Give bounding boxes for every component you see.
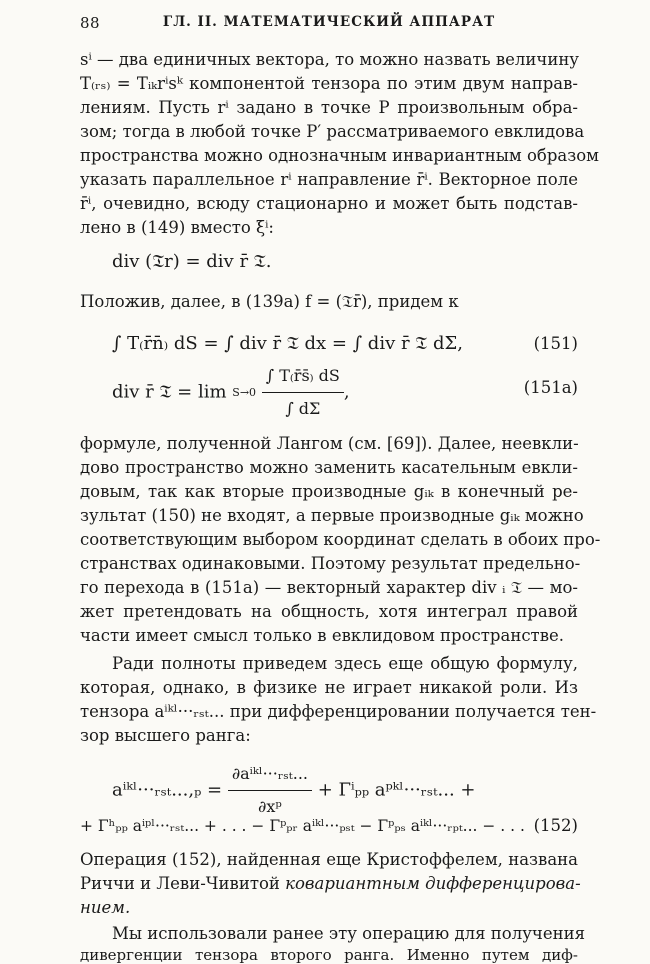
text-line: Операция (152), найденная еще Кристоффелем, названа xyxy=(80,850,578,869)
text-line: дово пространство можно заменить касательным евкли- xyxy=(80,458,578,477)
text-line: указать параллельное rⁱ направление r̄ⁱ. Векторное поле xyxy=(80,170,578,189)
equation-number-151: (151) xyxy=(533,334,578,353)
equation-151a-left: div r̄ 𝔗 = lim xyxy=(112,381,227,403)
fraction-numerator: ∫ T₍r̄s̄₎ dS xyxy=(262,362,344,393)
equation-151a-fraction xyxy=(262,362,344,423)
italic-term: ковариантным дифференцирова- xyxy=(285,874,581,893)
text-line: тензора aⁱᵏˡ···ᵣₛₜ... при дифференцировании получается тен- xyxy=(80,702,597,721)
fraction-denominator: ∫ dΣ xyxy=(285,399,321,418)
text-line: пространства можно однозначным инвариантным образом xyxy=(80,146,599,165)
running-title: ГЛ. II. МАТЕМАТИЧЕСКИЙ АППАРАТ xyxy=(162,14,496,30)
text-line: лениям. Пусть rⁱ задано в точке P произвольным обра- xyxy=(80,98,578,117)
text-line: T₍ᵣₛ₎ = Tᵢₖrⁱsᵏ компонентой тензора по этим двум направ- xyxy=(80,74,578,93)
equation-151a: div r̄ 𝔗 = lim S→0 $\frac{\int T_(r̄s̄_) dS}{\int d\Sigma}$ , xyxy=(112,362,350,423)
page-number: 88 xyxy=(80,14,101,32)
text-line: Мы использовали ранее эту операцию для получения xyxy=(112,924,585,943)
equation-152-line2: + Γʰₚₚ aⁱᵖˡ···ᵣₛₜ... + . . . − Γᵖₚᵣ aⁱᵏˡ···ₚₛₜ − Γᵖₚₛ aⁱᵏˡ···ᵣₚₜ... − . . . xyxy=(80,817,525,835)
text-line: Ради полноты приведем здесь еще общую формулу, xyxy=(112,654,578,673)
equation-152-fraction: $\frac{\text{∂aⁱᵏˡ···ᵣₛₜ...}}{\text{∂xᵖ}}$ xyxy=(228,760,312,821)
text-line: зом; тогда в любой точке P′ рассматриваемого евклидова xyxy=(80,122,585,141)
text-line: части имеет смысл только в евклидовом пространстве. xyxy=(80,626,564,645)
text-line: дивергенции тензора второго ранга. Именно путем диф- xyxy=(80,946,578,964)
text-line: зор высшего ранга: xyxy=(80,726,251,745)
equation-number-151a: (151а) xyxy=(523,378,578,397)
equation-152-line1: aⁱᵏˡ···ᵣₛₜ...,ₚ = $\frac{\text{∂aⁱᵏˡ···ᵣₛₜ...}}{\text{∂xᵖ}}$ + Γⁱₚₚ aᵖᵏˡ···ᵣₛₜ... + xyxy=(112,760,476,821)
limit-subscript: S→0 xyxy=(232,385,257,399)
text-line: Положив, далее, в (139а) f = (𝔗r̄), придем к xyxy=(80,292,459,311)
text-line: довым, так как вторые производные gᵢₖ в конечный ре- xyxy=(80,482,578,501)
equation-number-152: (152) xyxy=(533,816,578,835)
equation-151: ∫ T₍r̄n̄₎ dS = ∫ div r̄ 𝔗 dx = ∫ div r̄ 𝔗 dΣ, xyxy=(112,333,463,354)
text-line: sⁱ — два единичных вектора, то можно назвать величину xyxy=(80,50,580,69)
page-header xyxy=(80,14,578,38)
equation-div: div (𝔗r) = div r̄ 𝔗. xyxy=(112,251,272,272)
text-line: формуле, полученной Лангом (см. [69]). Далее, неевкли- xyxy=(80,434,579,453)
text-line: которая, однако, в физике не играет никакой роли. Из xyxy=(80,678,578,697)
text-line: го перехода в (151а) — векторный характер div ᵢ 𝔗 — мо- xyxy=(80,578,578,597)
text-line: соответствующим выбором координат сделать в обоих про- xyxy=(80,530,601,549)
text-line: жет претендовать на общность, хотя интеграл правой xyxy=(80,602,578,621)
text-line: Риччи и Леви-Чивитой ковариантным дифференцирова- xyxy=(80,874,581,893)
text-line: лено в (149) вместо ξⁱ: xyxy=(80,218,274,237)
italic-term: нием. xyxy=(80,898,131,917)
text-line: зультат (150) не входят, а первые производные gᵢₖ можно xyxy=(80,506,584,525)
text-line: r̄ⁱ, очевидно, всюду стационарно и может быть подстав- xyxy=(80,194,578,213)
text-line: странствах одинаковыми. Поэтому результат предельно- xyxy=(80,554,581,573)
